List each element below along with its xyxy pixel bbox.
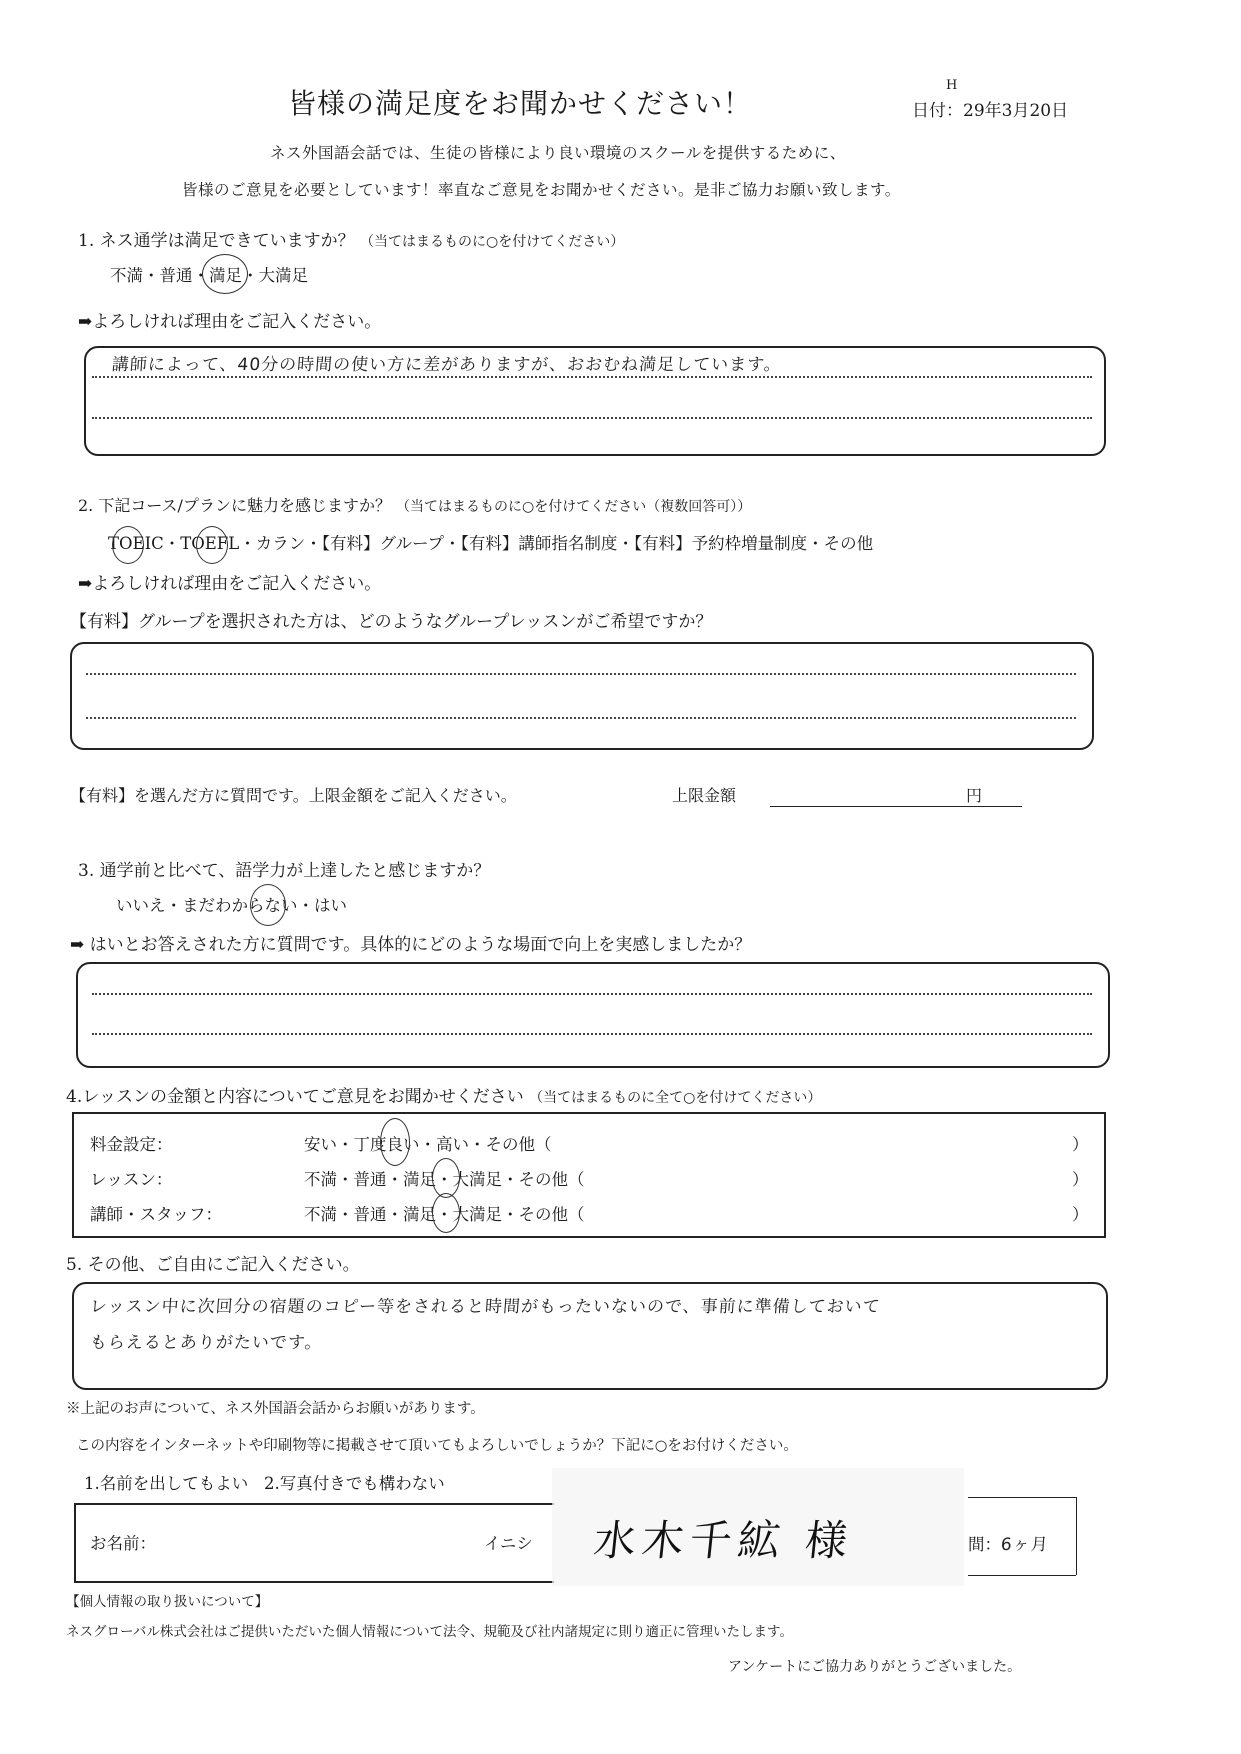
privacy-text: ネスグローバル株式会社はご提供いただいた個人情報について法令、規範及び社内諸規定に則り適正に管理いたします。 (66, 1624, 793, 1640)
period-value: 6ヶ月 (1000, 1535, 1050, 1555)
q4-row-3-option-1[interactable]: 不満 (304, 1205, 337, 1224)
q2-budget-unit: 円 (966, 786, 983, 805)
q4-row-3-options: 不満・普通・満足・大満足・その他（ (304, 1205, 585, 1224)
q4-row-1-label: 料金設定： (90, 1135, 173, 1154)
date-label: 日付： (912, 101, 963, 121)
q1-note: （当てはまるものに○を付けてください） (360, 234, 625, 250)
consent-options (84, 1470, 445, 1494)
period-field (968, 1530, 1049, 1555)
privacy-heading: 【個人情報の取り扱いについて】 (66, 1594, 269, 1610)
q2-option-booking-increase[interactable]: 【有料】予約枠増量制度 (633, 534, 808, 553)
q2-question-text: 2. 下記コース/プランに魅力を感じますか？ (78, 496, 391, 515)
q4-row-1-selection-circle (380, 1118, 410, 1166)
q2-reason-prompt: ➡よろしければ理由をご記入ください。 (78, 574, 382, 594)
q3-option-no[interactable]: いいえ (116, 896, 166, 915)
q1-options: 不満・普通・満足・大満足 (110, 266, 308, 285)
q2-selection-circle-toeic (112, 526, 144, 564)
q1-answer-line-1: 講師によって、40分の時間の使い方に差がありますが、おおむね満足しています。 (111, 355, 783, 375)
period-label: 間： (968, 1535, 1001, 1554)
q1-option-2[interactable]: 普通 (159, 266, 193, 285)
q2-budget-question: 【有料】を選んだ方に質問です。上限金額をご記入ください。 (70, 786, 517, 805)
q3-followup: ➡ はいとお答えされた方に質問です。具体的にどのような場面で向上を実感しましたか？ (70, 935, 752, 955)
q5-question: 5. その他、ご自由にご記入ください。 (66, 1255, 360, 1275)
q1-answer-rule-2 (92, 417, 1092, 419)
name-label: お名前： (90, 1534, 156, 1553)
q2-question (78, 493, 751, 516)
q4-row-3-option-2[interactable]: 普通 (353, 1205, 387, 1224)
q1-reason-prompt: ➡よろしければ理由をご記入ください。 (78, 312, 382, 332)
q1-question (78, 226, 624, 251)
q4-row-3-option-5[interactable]: その他（ (518, 1205, 585, 1224)
page-title: 皆様の満足度をお聞かせください！ (288, 87, 753, 120)
q1-answer-rule-1 (92, 376, 1092, 378)
q4-row-3-label: 講師・スタッフ： (90, 1205, 222, 1224)
q4-row-1-close: ） (1072, 1135, 1089, 1154)
q1-question-text: 1. ネス通学は満足できていますか？ (78, 231, 355, 251)
q4-row-2-option-2[interactable]: 普通 (353, 1170, 387, 1189)
q5-answer-line-1: レッスン中に次回分の宿題のコピー等をされると時間がもったいないので、事前に準備しておいて (89, 1297, 882, 1317)
q5-answer-line-2: もらえるとありがたいです。 (89, 1333, 324, 1353)
q1-option-1[interactable]: 不満 (110, 266, 143, 285)
q4-rating-box (72, 1112, 1106, 1238)
q2-options: TOEIC・TOEFL・カラン・【有料】グループ・【有料】講師指名制度・【有料】予約枠増量制度・その他 (108, 534, 874, 553)
date-value: 29年3月20日 (963, 101, 1069, 121)
q4-row-1-option-1[interactable]: 安い (304, 1135, 337, 1154)
q4-row-2-options: 不満・普通・満足・大満足・その他（ (304, 1170, 585, 1189)
q2-option-other[interactable]: その他 (823, 534, 874, 553)
q4-question-text: 4.レッスンの金額と内容についてご意見をお聞かせください (66, 1087, 524, 1107)
q4-row-1-option-2[interactable]: 丁度良い (353, 1135, 420, 1154)
date-field (912, 96, 1068, 121)
q4-row-3-option-4[interactable]: 大満足 (452, 1205, 502, 1224)
q2-budget-label: 上限金額 (672, 786, 737, 805)
q1-selection-circle (202, 254, 248, 294)
q2-budget-input-line[interactable] (770, 806, 1022, 807)
q3-option-not-sure[interactable]: まだわからない (182, 896, 298, 915)
q2-selection-circle-toefl (196, 526, 228, 564)
intro-line-2: 皆様のご意見を必要としています！率直なご意見をお聞かせください。是非ご協力お願い致します。 (182, 181, 901, 199)
period-box-right (1076, 1497, 1077, 1575)
q4-note: （当てはまるものに全て○を付けてください） (529, 1090, 822, 1106)
consent-question: この内容をインターネットや印刷物等に掲載させて頂いてもよろしいでしょうか？下記に○をお付けください。 (76, 1438, 798, 1454)
consent-notice: ※上記のお声について、ネス外国語会話からお願いがあります。 (66, 1401, 485, 1417)
signature-name[interactable]: 水木千絋 様 (591, 1516, 856, 1565)
q4-row-2-option-4[interactable]: 大満足 (452, 1170, 502, 1189)
q2-option-toefl[interactable]: TOEFL (180, 534, 240, 553)
q2-note: （当てはまるものに○を付けてください（複数回答可）） (396, 499, 752, 515)
q3-answer-rule-2 (92, 1033, 1092, 1035)
q3-options: いいえ・まだわからない・はい (116, 896, 347, 915)
q4-row-2-selection-circle (432, 1158, 460, 1198)
q4-row-2-close: ） (1072, 1170, 1089, 1189)
q2-option-callan[interactable]: カラン (255, 534, 306, 553)
q4-row-3-option-3[interactable]: 満足 (403, 1205, 436, 1224)
period-box-top (968, 1497, 1076, 1498)
q1-option-3[interactable]: 満足 (209, 266, 242, 285)
q2-group-answer-rule-2 (86, 717, 1076, 719)
intro-line-1: ネス外国語会話では、生徒の皆様により良い環境のスクールを提供するために、 (270, 144, 846, 162)
q4-row-2-option-1[interactable]: 不満 (304, 1170, 337, 1189)
period-box-bottom (968, 1575, 1076, 1576)
q2-group-answer-box[interactable] (70, 642, 1094, 750)
q1-option-4[interactable]: 大満足 (258, 266, 308, 285)
q2-option-group[interactable]: 【有料】グループ (321, 534, 445, 553)
thanks-message: アンケートにご協力ありがとうございました。 (728, 1659, 1022, 1675)
q3-question: 3. 通学前と比べて、語学力が上達したと感じますか？ (78, 861, 491, 881)
q3-option-yes[interactable]: はい (314, 896, 347, 915)
initial-label: イニシ (484, 1534, 533, 1553)
q3-answer-box[interactable] (76, 962, 1110, 1068)
q3-answer-rule-1 (92, 993, 1092, 995)
q4-row-1-options: 安い・丁度良い・高い・その他（ (304, 1135, 552, 1154)
q4-row-3-close: ） (1072, 1205, 1089, 1224)
q4-row-1-option-3[interactable]: 高い (436, 1135, 469, 1154)
q2-option-toeic[interactable]: TOEIC (108, 534, 164, 553)
q4-row-3-selection-circle (432, 1193, 460, 1233)
date-era: H (946, 78, 958, 93)
q4-row-2-option-3[interactable]: 満足 (403, 1170, 436, 1189)
consent-option-name[interactable]: 1.名前を出してもよい (84, 1474, 249, 1493)
q3-selection-circle (250, 884, 286, 926)
q4-row-2-option-5[interactable]: その他（ (518, 1170, 585, 1189)
q4-row-1-option-4[interactable]: その他（ (485, 1135, 552, 1154)
q2-option-teacher-nomination[interactable]: 【有料】講師指名制度 (460, 534, 618, 553)
q4-question (66, 1082, 821, 1107)
q4-row-2-label: レッスン： (90, 1170, 173, 1189)
q2-group-answer-rule-1 (86, 673, 1076, 675)
q2-group-question: 【有料】グループを選択された方は、どのようなグループレッスンがご希望ですか？ (70, 612, 713, 632)
consent-option-photo[interactable]: 2.写真付きでも構わない (264, 1474, 445, 1493)
